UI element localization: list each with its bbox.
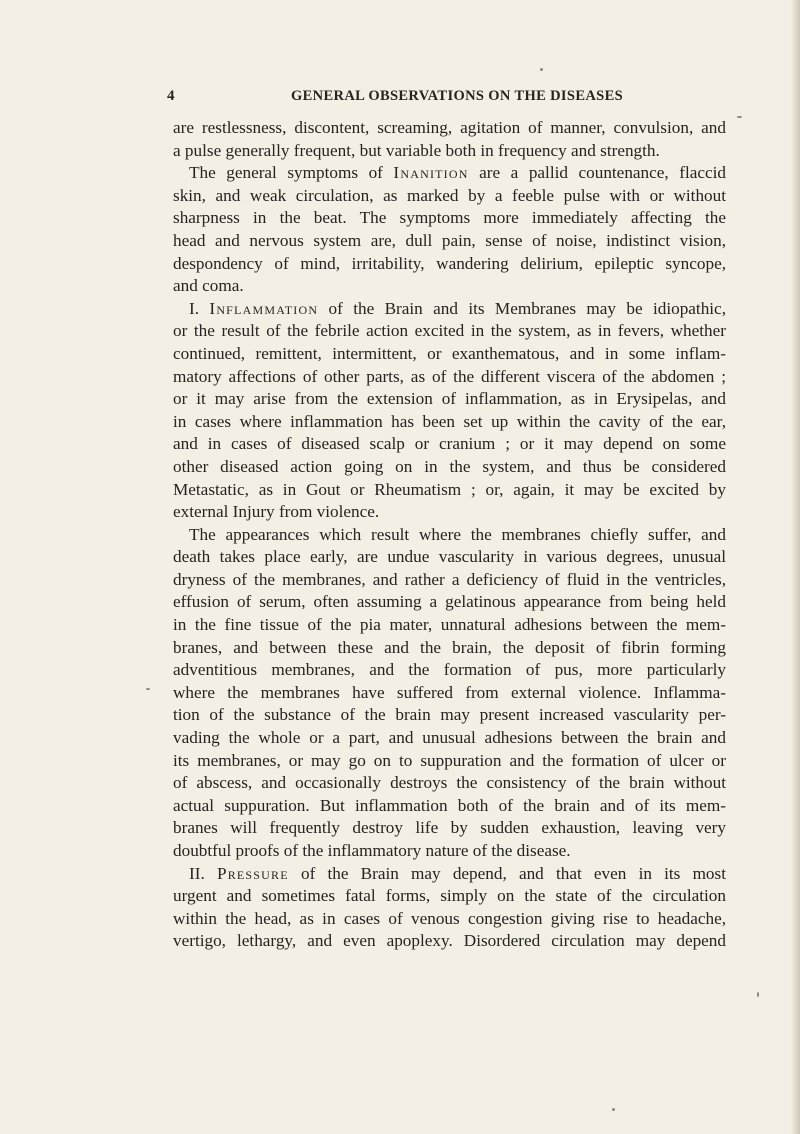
text-line: and in cases of diseased scalp or cranium ; or it may depend on some bbox=[173, 434, 726, 454]
text-line: of abscess, and occasionally destroys the consistency of the brain without bbox=[173, 773, 726, 793]
text-line: vertigo, lethargy, and even apoplexy. Disordered circulation may depend bbox=[173, 931, 726, 951]
paper-speck bbox=[757, 992, 759, 997]
text-line: The appearances which result where the membranes chiefly suffer, and bbox=[189, 524, 726, 544]
page-header bbox=[167, 88, 727, 110]
running-head: GENERAL OBSERVATIONS ON THE DISEASES bbox=[291, 88, 624, 104]
text-line: continued, remittent, intermittent, or exanthematous, and in some inflam- bbox=[173, 343, 726, 363]
paper-speck bbox=[540, 68, 543, 71]
text-line: doubtful proofs of the inflammatory nature of the disease. bbox=[173, 841, 571, 860]
text-line: effusion of serum, often assuming a gelatinous appearance from being held bbox=[173, 592, 726, 612]
text-line: other diseased action going on in the system, and thus be considered bbox=[173, 456, 726, 476]
text-line: II. Pressure of the Brain may depend, and that even in its most bbox=[189, 863, 726, 883]
text-line: or it may arise from the extension of inflammation, as in Erysipelas, and bbox=[173, 389, 726, 409]
text-line: despondency of mind, irritability, wandering delirium, epileptic syncope, bbox=[173, 253, 726, 273]
text-line: sharpness in the beat. The symptoms more immediately affecting the bbox=[173, 208, 726, 228]
text-line: branes, and between these and the brain, the deposit of fibrin forming bbox=[173, 637, 726, 657]
text-line: and coma. bbox=[173, 276, 244, 296]
text-line: external Injury from violence. bbox=[173, 502, 380, 522]
page-number: 4 bbox=[167, 88, 175, 104]
text-line: actual suppuration. But inflammation both of the brain and of its mem- bbox=[173, 795, 726, 815]
text-line: where the membranes have suffered from external violence. Inflamma- bbox=[173, 682, 726, 702]
text-line: The general symptoms of Inanition are a pallid countenance, flaccid bbox=[189, 163, 726, 183]
text-line: its membranes, or may go on to suppuration and the formation of ulcer or bbox=[173, 750, 726, 770]
text-line: skin, and weak circulation, as marked by a feeble pulse with or without bbox=[173, 185, 726, 205]
paper-speck bbox=[612, 1108, 615, 1111]
text-line: matory affections of other parts, as of the different viscera of the abdomen ; bbox=[173, 366, 726, 386]
text-line: or the result of the febrile action excited in the system, as in fevers, whether bbox=[173, 321, 726, 341]
paper-speck bbox=[737, 116, 742, 118]
paper-speck bbox=[146, 688, 150, 690]
body-text bbox=[173, 117, 726, 953]
text-line: a pulse generally frequent, but variable both in frequency and strength. bbox=[173, 140, 660, 160]
page-edge-shadow bbox=[791, 0, 800, 1134]
text-line: vading the whole or a part, and unusual adhesions between the brain and bbox=[173, 728, 726, 748]
text-line: branes will frequently destroy life by sudden exhaustion, leaving very bbox=[173, 818, 726, 838]
text-line: tion of the substance of the brain may present increased vascularity per- bbox=[173, 705, 726, 725]
text-line: within the head, as in cases of venous congestion giving rise to headache, bbox=[173, 908, 726, 928]
text-line: head and nervous system are, dull pain, sense of noise, indistinct vision, bbox=[173, 230, 726, 250]
text-line: adventitious membranes, and the formation of pus, more particularly bbox=[173, 660, 726, 680]
text-line: I. Inflammation of the Brain and its Membranes may be idiopathic, bbox=[189, 298, 726, 318]
text-line: in cases where inflammation has been set up within the cavity of the ear, bbox=[173, 411, 726, 431]
text-line: Metastatic, as in Gout or Rheumatism ; or, again, it may be excited by bbox=[173, 479, 726, 499]
text-line: in the fine tissue of the pia mater, unnatural adhesions between the mem- bbox=[173, 615, 726, 635]
text-line: death takes place early, are undue vascularity in various degrees, unusual bbox=[173, 547, 726, 567]
text-line: dryness of the membranes, and rather a deficiency of fluid in the ventricles, bbox=[173, 569, 726, 589]
text-line: are restlessness, discontent, screaming, agitation of manner, convulsion, and bbox=[173, 118, 726, 137]
text-line: urgent and sometimes fatal forms, simply on the state of the circulation bbox=[173, 886, 726, 906]
